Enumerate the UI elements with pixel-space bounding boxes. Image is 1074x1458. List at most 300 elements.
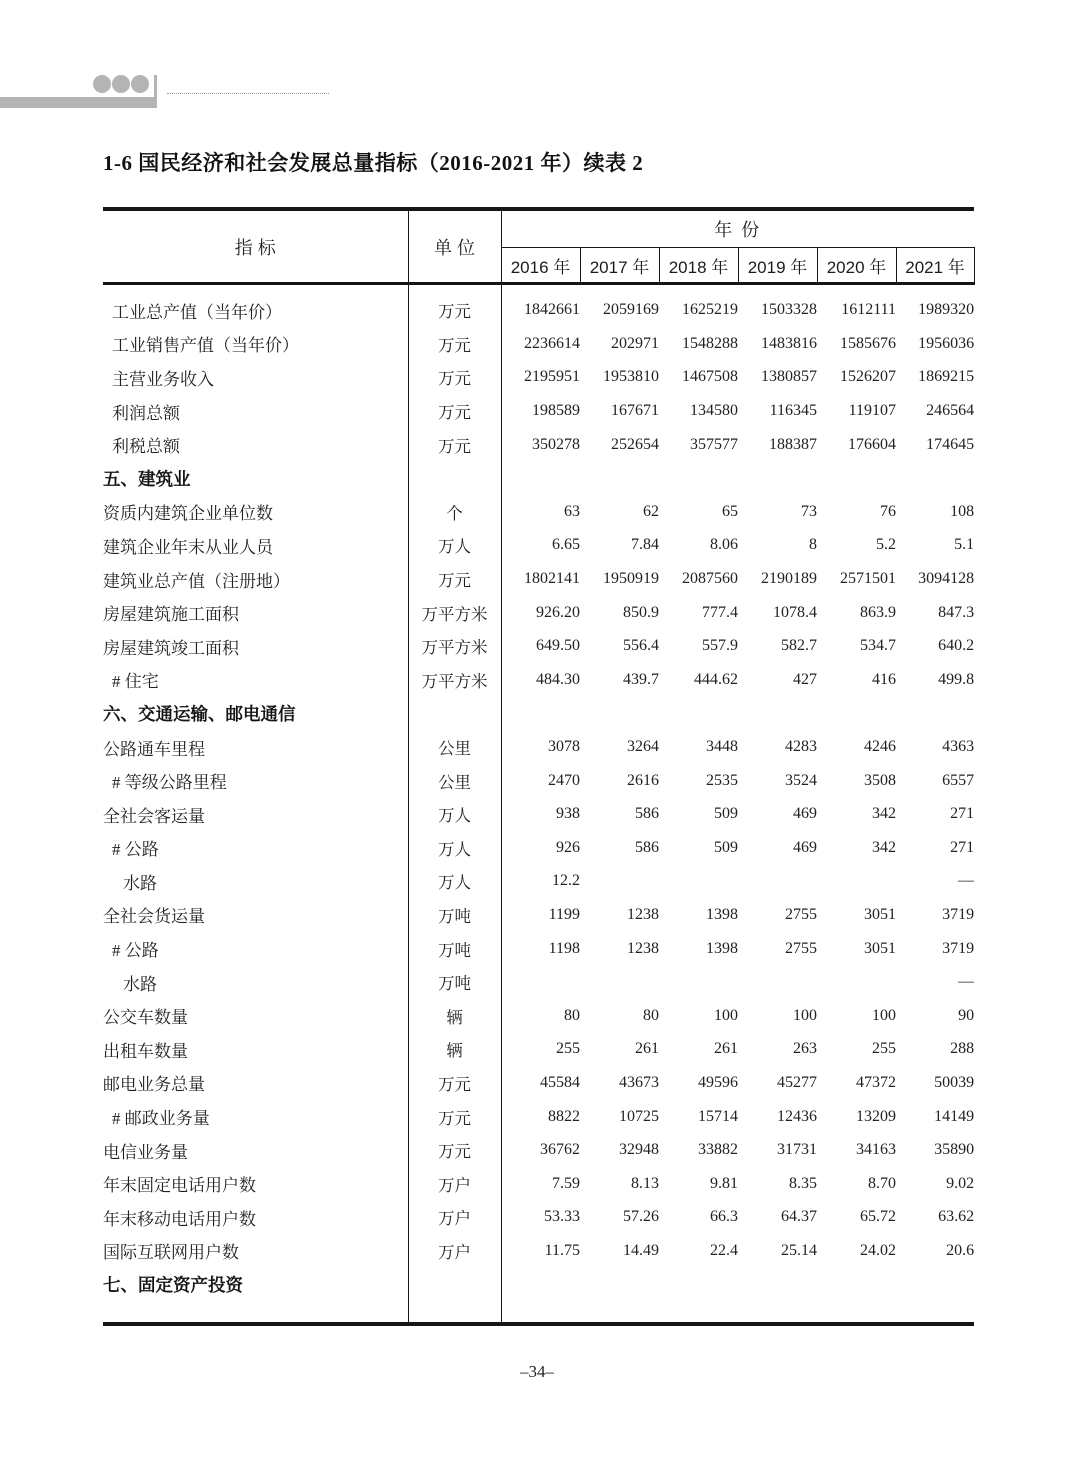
spacer-row [103, 1301, 974, 1324]
cell-value: 90 [958, 1006, 975, 1024]
cell-value: 261 [714, 1040, 738, 1058]
section-row [103, 697, 974, 731]
cell-value: 3051 [864, 905, 896, 923]
row-unit: 辆 [408, 999, 501, 1033]
row-label: 房屋建筑施工面积 [103, 596, 408, 630]
cell-value [501, 461, 580, 495]
cell-value: 509 [714, 805, 738, 823]
cell-value: 2616 [627, 771, 659, 789]
cell-value: 2195951 [524, 368, 580, 386]
cell-value [738, 965, 817, 999]
cell-value: 1956036 [918, 334, 975, 352]
cell-value: 7.84 [631, 536, 659, 554]
cell-value: 1802141 [524, 570, 580, 588]
cell-value: 15714 [698, 1107, 738, 1125]
dot-icon [131, 75, 149, 93]
cell-value [580, 1268, 659, 1302]
table-row [103, 764, 974, 798]
header-unit: 单 位 [408, 209, 501, 284]
row-label: 工业总产值（当年价） [103, 294, 408, 328]
cell-value: 53.33 [544, 1208, 580, 1226]
cell-value: 427 [793, 670, 817, 688]
cell-value: 63 [564, 502, 580, 520]
cell-value: 80 [564, 1006, 580, 1024]
row-unit: 万元 [408, 1100, 501, 1134]
cell-value: 6.65 [552, 536, 580, 554]
row-label: # 公路 [103, 932, 408, 966]
cell-value: — [958, 973, 975, 991]
row-unit [408, 461, 501, 495]
row-label: 资质内建筑企业单位数 [103, 495, 408, 529]
table-row [103, 294, 974, 328]
cell-value: 167671 [611, 402, 659, 420]
cell-value [817, 697, 896, 731]
cell-value: 1548288 [682, 334, 738, 352]
cell-value: 4246 [864, 738, 896, 756]
row-unit: 万户 [408, 1234, 501, 1268]
row-label: 公交车数量 [103, 999, 408, 1033]
cell-value: 1398 [706, 939, 738, 957]
cell-value: 261 [635, 1040, 659, 1058]
cell-value: 12436 [777, 1107, 817, 1125]
cell-value [896, 697, 974, 731]
table-row [103, 1234, 974, 1268]
spacer-cell [738, 1301, 817, 1324]
cell-value: 50039 [934, 1073, 975, 1091]
dot-icon [93, 75, 111, 93]
cell-value: 49596 [698, 1073, 738, 1091]
row-unit: 公里 [408, 730, 501, 764]
cell-value: 640.2 [938, 637, 975, 655]
cell-value: 73 [801, 502, 817, 520]
row-label: 国际互联网用户数 [103, 1234, 408, 1268]
cell-value: 7.59 [552, 1174, 580, 1192]
cell-value: 43673 [619, 1073, 659, 1091]
cell-value: 116345 [769, 402, 817, 420]
header-dotted-rule [167, 93, 329, 94]
table-row [103, 1133, 974, 1167]
spacer-cell [408, 284, 501, 294]
spacer-cell [896, 1301, 974, 1324]
cell-value: 45584 [540, 1073, 580, 1091]
row-label: 利润总额 [103, 394, 408, 428]
cell-value: 271 [950, 805, 975, 823]
table-row [103, 831, 974, 865]
table-row [103, 1167, 974, 1201]
cell-value: 24.02 [860, 1241, 896, 1259]
cell-value: 263 [793, 1040, 817, 1058]
spacer-cell [408, 1301, 501, 1324]
section-row [103, 1268, 974, 1302]
cell-value: 288 [950, 1040, 975, 1058]
row-label: 房屋建筑竣工面积 [103, 629, 408, 663]
cell-value: 202971 [611, 334, 659, 352]
cell-value: 3051 [864, 939, 896, 957]
cell-value: 4283 [785, 738, 817, 756]
cell-value: 416 [872, 670, 896, 688]
cell-value: 469 [793, 805, 817, 823]
cell-value: 357577 [690, 435, 738, 453]
spacer-cell [103, 284, 408, 294]
cell-value: 1953810 [603, 368, 659, 386]
cell-value: 10725 [619, 1107, 659, 1125]
row-unit: 万人 [408, 831, 501, 865]
row-unit: 万平方米 [408, 663, 501, 697]
row-unit: 万人 [408, 865, 501, 899]
row-label: 年末固定电话用户数 [103, 1167, 408, 1201]
cell-value: 1842661 [524, 301, 580, 319]
row-label: 全社会货运量 [103, 898, 408, 932]
cell-value: 484.30 [536, 670, 580, 688]
cell-value: 847.3 [938, 603, 975, 621]
cell-value: 57.26 [623, 1208, 659, 1226]
cell-value: 271 [950, 838, 975, 856]
cell-value: — [958, 872, 975, 890]
spacer-cell [817, 284, 896, 294]
cell-value: 5.2 [876, 536, 896, 554]
table-row [103, 1033, 974, 1067]
cell-value: 25.14 [781, 1241, 817, 1259]
cell-value: 100 [793, 1006, 817, 1024]
cell-value: 13209 [856, 1107, 896, 1125]
cell-value: 4363 [942, 738, 975, 756]
row-unit [408, 697, 501, 731]
row-label: 水路 [103, 965, 408, 999]
table-row [103, 1066, 974, 1100]
cell-value: 2755 [785, 905, 817, 923]
cell-value: 3094128 [918, 570, 975, 588]
row-label: 主营业务收入 [103, 361, 408, 395]
header-year-2021: 2021 年 [896, 248, 974, 284]
spacer-cell [896, 284, 974, 294]
table-row [103, 865, 974, 899]
cell-value [817, 965, 896, 999]
cell-value [817, 1268, 896, 1302]
cell-value: 1380857 [761, 368, 817, 386]
spacer-cell [501, 284, 580, 294]
cell-value: 80 [643, 1006, 659, 1024]
page-number: –34– [520, 1362, 554, 1381]
row-label: # 住宅 [103, 663, 408, 697]
cell-value: 34163 [856, 1141, 896, 1159]
cell-value: 14.49 [623, 1241, 659, 1259]
row-unit: 公里 [408, 764, 501, 798]
cell-value: 2535 [706, 771, 738, 789]
cell-value: 1869215 [918, 368, 975, 386]
cell-value: 469 [793, 838, 817, 856]
cell-value: 64.37 [781, 1208, 817, 1226]
row-label: 电信业务量 [103, 1133, 408, 1167]
row-unit: 万平方米 [408, 629, 501, 663]
cell-value: 8.70 [868, 1174, 896, 1192]
cell-value: 1199 [548, 905, 580, 923]
row-label: 七、固定资产投资 [103, 1268, 408, 1302]
cell-value: 65.72 [860, 1208, 896, 1226]
cell-value: 3719 [942, 905, 975, 923]
row-unit: 万人 [408, 797, 501, 831]
cell-value: 47372 [856, 1073, 896, 1091]
cell-value: 2755 [785, 939, 817, 957]
spacer-cell [738, 284, 817, 294]
row-label: 公路通车里程 [103, 730, 408, 764]
row-label: 年末移动电话用户数 [103, 1201, 408, 1235]
cell-value [738, 865, 817, 899]
cell-value: 926.20 [536, 603, 580, 621]
cell-value [896, 1268, 974, 1302]
table-row [103, 1201, 974, 1235]
cell-value [580, 697, 659, 731]
cell-value: 2087560 [682, 570, 738, 588]
spacer-cell [659, 1301, 738, 1324]
spacer-cell [501, 1301, 580, 1324]
cell-value: 863.9 [860, 603, 896, 621]
cell-value: 174645 [926, 435, 975, 453]
table-row [103, 965, 974, 999]
row-unit: 万元 [408, 294, 501, 328]
cell-value: 350278 [532, 435, 580, 453]
stats-table [103, 207, 975, 1326]
cell-value [738, 1268, 817, 1302]
row-unit: 万吨 [408, 965, 501, 999]
row-unit: 万人 [408, 529, 501, 563]
cell-value: 1198 [548, 939, 580, 957]
spacer-cell [103, 1301, 408, 1324]
table-row [103, 629, 974, 663]
cell-value: 76 [880, 502, 896, 520]
table-row [103, 999, 974, 1033]
header-year-2016: 2016 年 [501, 248, 580, 284]
table-row [103, 730, 974, 764]
cell-value: 649.50 [536, 637, 580, 655]
header-year-group: 年 份 [501, 209, 974, 248]
cell-value: 62 [643, 502, 659, 520]
row-unit: 辆 [408, 1033, 501, 1067]
cell-value: 3524 [785, 771, 817, 789]
row-label: # 等级公路里程 [103, 764, 408, 798]
row-unit: 万元 [408, 394, 501, 428]
cell-value: 35890 [934, 1141, 975, 1159]
row-unit: 万吨 [408, 898, 501, 932]
cell-value: 14149 [934, 1107, 975, 1125]
cell-value: 2236614 [524, 334, 580, 352]
cell-value: 8.35 [789, 1174, 817, 1192]
table-row [103, 394, 974, 428]
cell-value [738, 461, 817, 495]
cell-value [501, 697, 580, 731]
cell-value: 777.4 [702, 603, 738, 621]
cell-value: 100 [714, 1006, 738, 1024]
cell-value: 3719 [942, 939, 975, 957]
table-row [103, 932, 974, 966]
spacer-cell [580, 284, 659, 294]
cell-value: 1483816 [761, 334, 817, 352]
cell-value: 1238 [627, 905, 659, 923]
cell-value: 926 [556, 838, 580, 856]
cell-value [659, 965, 738, 999]
cell-value: 22.4 [710, 1241, 738, 1259]
row-unit: 万元 [408, 1133, 501, 1167]
cell-value [501, 965, 580, 999]
header-year-2018: 2018 年 [659, 248, 738, 284]
cell-value: 255 [556, 1040, 580, 1058]
cell-value: 8.06 [710, 536, 738, 554]
cell-value [580, 461, 659, 495]
cell-value: 32948 [619, 1141, 659, 1159]
cell-value: 557.9 [702, 637, 738, 655]
cell-value: 188387 [769, 435, 817, 453]
row-label: # 公路 [103, 831, 408, 865]
cell-value: 1238 [627, 939, 659, 957]
spacer-cell [659, 284, 738, 294]
cell-value: 252654 [611, 435, 659, 453]
table-row [103, 327, 974, 361]
cell-value: 12.2 [552, 872, 580, 890]
cell-value: 439.7 [623, 670, 659, 688]
cell-value [817, 865, 896, 899]
cell-value: 108 [950, 502, 975, 520]
cell-value [738, 697, 817, 731]
table-row [103, 1100, 974, 1134]
cell-value: 1503328 [761, 301, 817, 319]
cell-value: 5.1 [954, 536, 975, 554]
row-label: 五、建筑业 [103, 461, 408, 495]
cell-value: 3264 [627, 738, 659, 756]
cell-value: 100 [872, 1006, 896, 1024]
header-year-2017: 2017 年 [580, 248, 659, 284]
header-gray-bar [0, 97, 156, 108]
cell-value: 342 [872, 838, 896, 856]
section-row [103, 461, 974, 495]
header-vertical-rule [154, 75, 157, 108]
table-row [103, 797, 974, 831]
row-label: 建筑业总产值（注册地） [103, 562, 408, 596]
cell-value: 6557 [942, 771, 975, 789]
cell-value: 509 [714, 838, 738, 856]
row-unit: 万吨 [408, 932, 501, 966]
cell-value [580, 865, 659, 899]
row-unit: 万元 [408, 428, 501, 462]
cell-value: 31731 [777, 1141, 817, 1159]
cell-value: 1526207 [840, 368, 896, 386]
cell-value: 65 [722, 502, 738, 520]
cell-value: 246564 [926, 402, 975, 420]
cell-value: 33882 [698, 1141, 738, 1159]
cell-value: 1078.4 [773, 603, 817, 621]
cell-value [817, 461, 896, 495]
cell-value: 11.75 [544, 1241, 580, 1259]
cell-value: 8 [809, 536, 817, 554]
cell-value: 2190189 [761, 570, 817, 588]
row-unit: 个 [408, 495, 501, 529]
cell-value: 850.9 [623, 603, 659, 621]
cell-value: 1467508 [682, 368, 738, 386]
header-year-2019: 2019 年 [738, 248, 817, 284]
spacer-cell [580, 1301, 659, 1324]
table-body [103, 284, 974, 1325]
cell-value: 63.62 [938, 1208, 975, 1226]
cell-value: 3078 [548, 738, 580, 756]
cell-value: 20.6 [946, 1241, 975, 1259]
cell-value [580, 965, 659, 999]
cell-value: 586 [635, 838, 659, 856]
cell-value: 255 [872, 1040, 896, 1058]
row-unit: 万元 [408, 562, 501, 596]
cell-value: 3448 [706, 738, 738, 756]
header-year-2020: 2020 年 [817, 248, 896, 284]
row-label: 全社会客运量 [103, 797, 408, 831]
spacer-cell [817, 1301, 896, 1324]
row-label: 六、交通运输、邮电通信 [103, 697, 408, 731]
cell-value: 2470 [548, 771, 580, 789]
stats-table-wrap [103, 207, 975, 1326]
cell-value: 9.02 [946, 1174, 975, 1192]
cell-value: 1989320 [918, 301, 975, 319]
row-unit: 万户 [408, 1201, 501, 1235]
cell-value: 534.7 [860, 637, 896, 655]
table-row [103, 529, 974, 563]
table-row [103, 562, 974, 596]
cell-value: 66.3 [710, 1208, 738, 1226]
cell-value [896, 461, 974, 495]
cell-value: 176604 [848, 435, 896, 453]
table-head [103, 209, 974, 284]
table-row [103, 428, 974, 462]
cell-value: 444.62 [694, 670, 738, 688]
row-unit: 万平方米 [408, 596, 501, 630]
row-label: 工业销售产值（当年价） [103, 327, 408, 361]
row-unit: 万元 [408, 1066, 501, 1100]
row-label: 水路 [103, 865, 408, 899]
cell-value [659, 865, 738, 899]
cell-value: 3508 [864, 771, 896, 789]
cell-value [659, 697, 738, 731]
cell-value: 134580 [690, 402, 738, 420]
row-unit: 万元 [408, 361, 501, 395]
cell-value: 9.81 [710, 1174, 738, 1192]
cell-value: 8.13 [631, 1174, 659, 1192]
cell-value: 119107 [848, 402, 896, 420]
row-unit: 万元 [408, 327, 501, 361]
table-row [103, 596, 974, 630]
cell-value: 1612111 [841, 301, 896, 319]
cell-value: 45277 [777, 1073, 817, 1091]
spacer-row [103, 284, 974, 294]
row-unit [408, 1268, 501, 1302]
row-label: 建筑企业年末从业人员 [103, 529, 408, 563]
cell-value: 556.4 [623, 637, 659, 655]
header-dots-icon [93, 75, 149, 93]
cell-value: 1398 [706, 905, 738, 923]
cell-value: 2571501 [840, 570, 896, 588]
row-label: 邮电业务总量 [103, 1066, 408, 1100]
cell-value: 36762 [540, 1141, 580, 1159]
cell-value: 1950919 [603, 570, 659, 588]
cell-value [659, 1268, 738, 1302]
header-indicator: 指 标 [103, 209, 408, 284]
page-title: 1-6 国民经济和社会发展总量指标（2016-2021 年）续表 2 [103, 151, 644, 175]
cell-value [501, 1268, 580, 1302]
table-row [103, 361, 974, 395]
cell-value: 342 [872, 805, 896, 823]
cell-value: 586 [635, 805, 659, 823]
cell-value: 198589 [532, 402, 580, 420]
cell-value: 499.8 [938, 670, 975, 688]
table-row [103, 898, 974, 932]
cell-value [659, 461, 738, 495]
row-label: 出租车数量 [103, 1033, 408, 1067]
row-label: # 邮政业务量 [103, 1100, 408, 1134]
cell-value: 1585676 [840, 334, 896, 352]
